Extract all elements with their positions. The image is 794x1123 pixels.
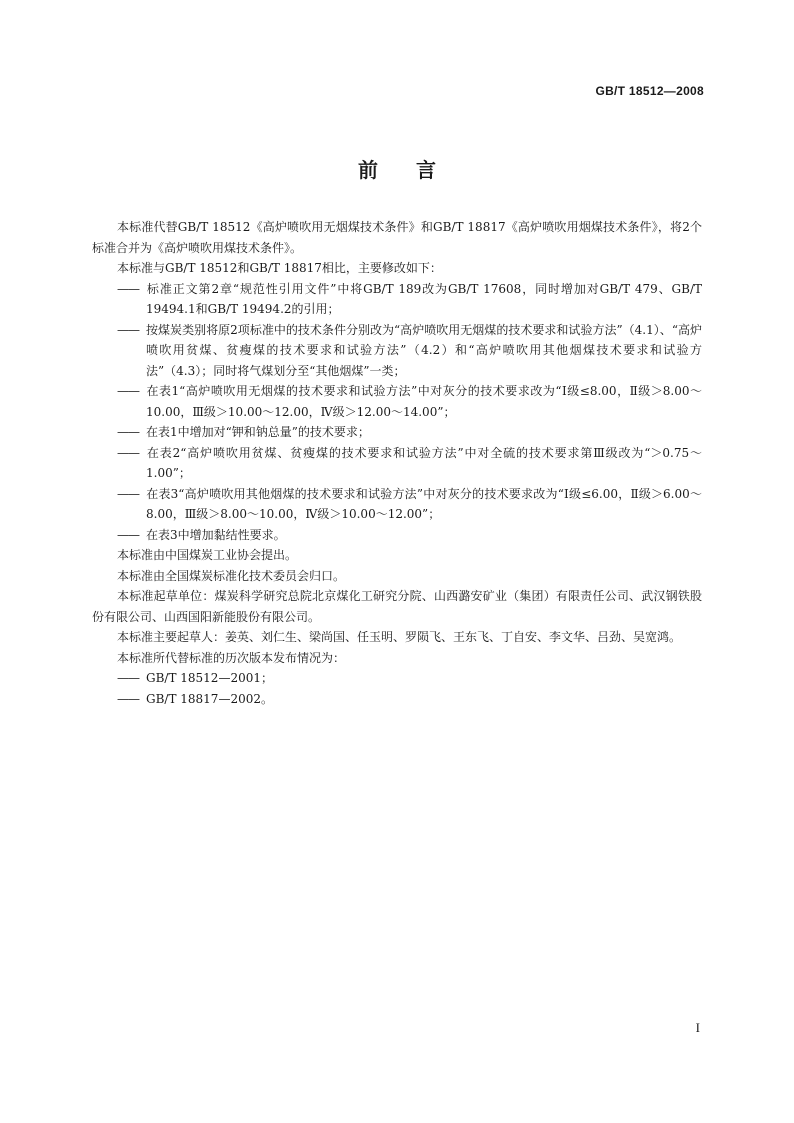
list-item-text: 标准正文第2章“规范性引用文件”中将GB/T 189改为GB/T 17608，同时增加对GB/T 479、GB/T 19494.1和GB/T 19494.2的引用； — [146, 281, 702, 316]
foreword-body — [92, 217, 702, 709]
administrator-statement: 本标准由全国煤炭标准化技术委员会归口。 — [117, 568, 346, 583]
list-item — [92, 525, 702, 546]
standard-code: GB/T 18512—2008 — [595, 84, 704, 98]
dash-marker: —— — [117, 281, 139, 296]
dash-marker: —— — [117, 445, 139, 460]
intro-paragraph: 本标准代替GB/T 18512《高炉喷吹用无烟煤技术条件》和GB/T 18817《高炉喷吹用烟煤技术条件》，将2个标准合并为《高炉喷吹用煤技术条件》。 — [92, 220, 702, 255]
list-item-text: 在表2“高炉喷吹用贫煤、贫瘦煤的技术要求和试验方法”中对全硫的技术要求第Ⅲ级改为“＞0.75～1.00”； — [146, 445, 702, 480]
dash-marker: —— — [117, 384, 139, 398]
list-item-text: 在表1中增加对“钾和钠总量”的技术要求； — [146, 425, 370, 439]
list-item-text: GB/T 18817—2002。 — [146, 691, 273, 706]
changes-list — [92, 279, 702, 546]
page-number: I — [695, 1020, 700, 1035]
list-item-text: 在表3中增加黏结性要求。 — [146, 527, 286, 542]
list-item — [92, 422, 702, 443]
drafting-units: 本标准起草单位：煤炭科学研究总院北京煤化工研究分院、山西潞安矿业（集团）有限责任公司、武汉钢铁股份有限公司、山西国阳新能股份有限公司。 — [92, 589, 702, 624]
list-item-text: 在表3“高炉喷吹用其他烟煤的技术要求和试验方法”中对灰分的技术要求改为“Ⅰ级≤6.00，Ⅱ级＞6.00～8.00，Ⅲ级＞8.00～10.00，Ⅳ级＞10.00～12.00”； — [146, 486, 702, 521]
dash-marker: —— — [117, 425, 139, 439]
history-intro: 本标准所代替标准的历次版本发布情况为： — [117, 650, 346, 665]
list-item — [92, 381, 702, 422]
proposer-statement: 本标准由中国煤炭工业协会提出。 — [117, 548, 298, 562]
list-item-text: 按煤炭类别将原2项标准中的技术条件分别改为“高炉喷吹用无烟煤的技术要求和试验方法”（4.1）、“高炉喷吹用贫煤、贫瘦煤的技术要求和试验方法”（4.2）和“高炉喷吹用其他烟煤技术要求和试验方法”（4.3）；同时将气煤划分至“其他烟煤”一类； — [146, 322, 702, 378]
dash-marker: —— — [117, 527, 139, 542]
intro-paragraph: 本标准与GB/T 18512和GB/T 18817相比，主要修改如下： — [117, 261, 442, 275]
list-item-text: 在表1“高炉喷吹用无烟煤的技术要求和试验方法”中对灰分的技术要求改为“Ⅰ级≤8.00，Ⅱ级＞8.00～10.00，Ⅲ级＞10.00～12.00，Ⅳ级＞12.00～14.00”； — [146, 384, 702, 419]
history-list — [92, 668, 702, 709]
dash-marker: —— — [117, 322, 139, 337]
page-title: 前言 — [358, 158, 474, 182]
list-item — [92, 279, 702, 320]
dash-marker: —— — [117, 691, 139, 706]
dash-marker: —— — [117, 671, 139, 685]
dash-marker: —— — [117, 486, 139, 501]
list-item — [92, 320, 702, 382]
drafters: 本标准主要起草人：姜英、刘仁生、梁尚国、任玉明、罗陨飞、王东飞、丁自安、李文华、吕劲、吴宽鸿。 — [117, 630, 682, 644]
list-item — [92, 689, 702, 710]
list-item-text: GB/T 18512—2001； — [146, 671, 273, 685]
list-item — [92, 668, 702, 689]
list-item — [92, 484, 702, 525]
list-item — [92, 443, 702, 484]
